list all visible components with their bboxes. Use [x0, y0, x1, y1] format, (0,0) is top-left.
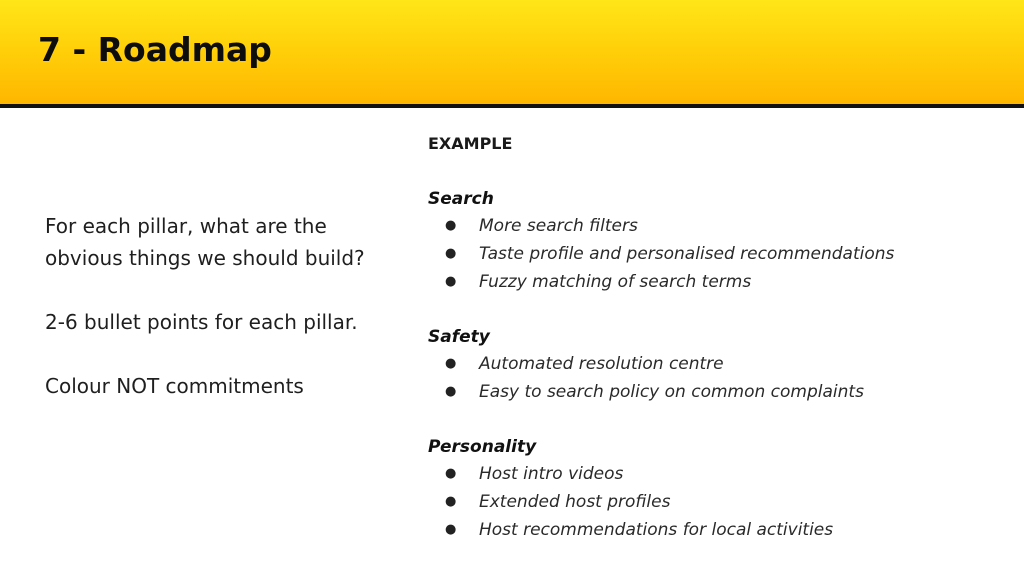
bullet-icon: ●: [445, 494, 457, 509]
list-item: [428, 212, 1008, 240]
bullet-icon: ●: [445, 246, 457, 261]
example-label: EXAMPLE: [428, 134, 513, 153]
list-item-text: Extended host profiles: [479, 492, 671, 512]
list-item: [428, 378, 1008, 406]
list-item-text: Host recommendations for local activities: [479, 520, 834, 540]
slide-title: 7 - Roadmap: [38, 30, 272, 69]
example-panel: [428, 132, 1008, 572]
list-item: [428, 488, 1008, 516]
pillar-section-personality: [428, 434, 1008, 544]
list-item-text: Easy to search policy on common complaints: [479, 382, 864, 402]
instruction-paragraph: Colour NOT commitments: [45, 374, 304, 398]
pillar-title: Safety: [428, 327, 490, 347]
list-item: [428, 516, 1008, 544]
pillar-title: Personality: [428, 437, 537, 457]
list-item: [428, 240, 1008, 268]
list-item-text: Fuzzy matching of search terms: [479, 272, 752, 292]
pillar-section-search: [428, 186, 1008, 296]
bullet-icon: ●: [445, 274, 457, 289]
list-item-text: Taste profile and personalised recommendations: [479, 244, 895, 264]
pillar-section-safety: [428, 324, 1008, 406]
slide-header: [0, 0, 1024, 108]
bullet-icon: ●: [445, 384, 457, 399]
bullet-icon: ●: [445, 522, 457, 537]
pillar-title: Search: [428, 189, 494, 209]
list-item-text: More search filters: [479, 216, 638, 236]
bullet-icon: ●: [445, 218, 457, 233]
instruction-paragraph: For each pillar, what are the obvious things we should build?: [45, 214, 365, 270]
instruction-paragraph: 2-6 bullet points for each pillar.: [45, 310, 358, 334]
instructions-panel: [45, 210, 385, 434]
list-item: [428, 268, 1008, 296]
list-item-text: Automated resolution centre: [479, 354, 724, 374]
list-item-text: Host intro videos: [479, 464, 624, 484]
bullet-icon: ●: [445, 466, 457, 481]
list-item: [428, 460, 1008, 488]
list-item: [428, 350, 1008, 378]
bullet-icon: ●: [445, 356, 457, 371]
